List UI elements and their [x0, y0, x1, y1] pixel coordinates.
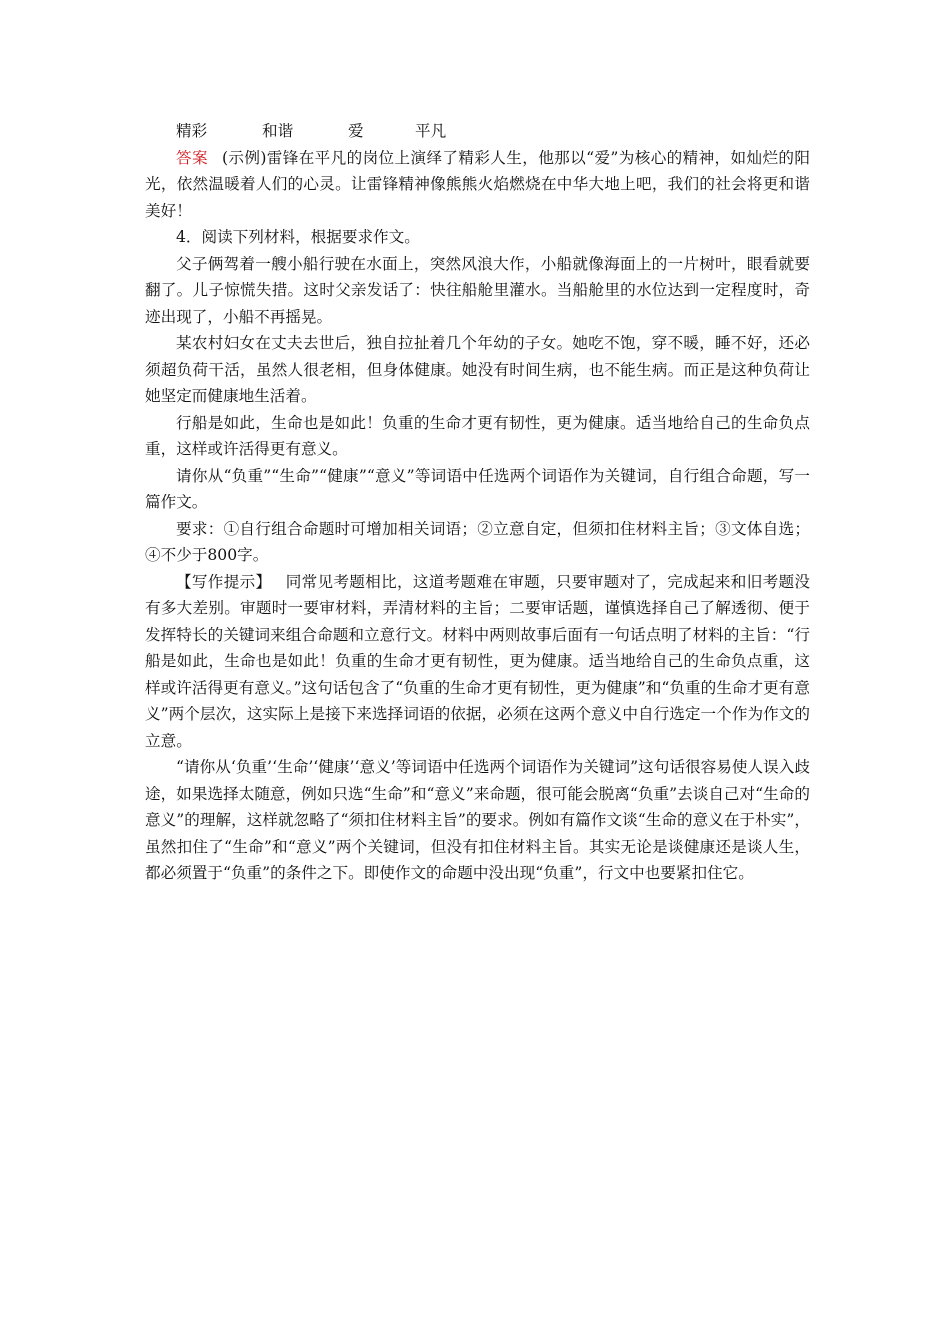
keyword: 平凡	[415, 122, 447, 140]
keyword: 爱	[348, 122, 364, 140]
document-page	[145, 118, 810, 887]
question-title: 4．阅读下列材料，根据要求作文。	[176, 228, 420, 246]
material-paragraph: 某农村妇女在丈夫去世后，独自拉扯着几个年幼的子女。她吃不饱，穿不暖，睡不好，还必须超负荷干活，虽然人很老相，但身体健康。她没有时间生病，也不能生病。而正是这种负荷让她坚定而健康地生活着。	[145, 334, 810, 405]
material-paragraph: 行船是如此，生命也是如此！负重的生命才更有韧性，更为健康。适当地给自己的生命负点重，这样或许活得更有意义。	[145, 413, 810, 458]
keyword-list	[145, 118, 810, 145]
keyword: 和谐	[262, 122, 294, 140]
writing-tip-label: 【写作提示】	[176, 572, 272, 591]
instruction-paragraph: 请你从“负重”“生命”“健康”“意义”等词语中任选两个词语作为关键词，自行组合命题，写一篇作文。	[145, 466, 810, 511]
answer-label: 答案	[176, 148, 208, 167]
answer-text: (示例)雷锋在平凡的岗位上演绎了精彩人生，他那以“爱”为核心的精神，如灿烂的阳光，依然温暖着人们的心灵。让雷锋精神像熊熊火焰燃烧在中华大地上吧，我们的社会将更和谐美好！	[145, 148, 810, 220]
answer-paragraph	[145, 145, 810, 225]
writing-tip-paragraph: “请你从‘负重’‘生命’‘健康’‘意义’等词语中任选两个词语作为关键词”这句话很容易使人误入歧途，如果选择太随意，例如只选“生命”和“意义”来命题，很可能会脱离“负重”去谈自己对“生命的意义”的理解，这样就忽略了“须扣住材料主旨”的要求。例如有篇作文谈“生命的意义在于朴实”，虽然扣住了“生命”和“意义”两个关键词，但没有扣住材料主旨。其实无论是谈健康还是谈人生，都必须置于“负重”的条件之下。即使作文的命题中没出现“负重”，行文中也要紧扣住它。	[145, 758, 810, 882]
material-paragraph: 父子俩驾着一艘小船行驶在水面上，突然风浪大作，小船就像海面上的一片树叶，眼看就要翻了。儿子惊慌失措。这时父亲发话了：快往船舱里灌水。当船舱里的水位达到一定程度时，奇迹出现了，小船不再摇晃。	[145, 254, 810, 326]
requirement-paragraph: 要求：①自行组合命题时可增加相关词语；②立意自定，但须扣住材料主旨；③文体自选；④不少于800字。	[145, 519, 810, 564]
writing-tip-paragraph	[145, 569, 810, 755]
keyword: 精彩	[176, 122, 208, 140]
writing-tip-text: 同常见考题相比，这道考题难在审题，只要审题对了，完成起来和旧考题没有多大差别。审题时一要审材料，弄清材料的主旨；二要审话题，谨慎选择自己了解透彻、便于发挥特长的关键词来组合命题和立意行文。材料中两则故事后面有一句话点明了材料的主旨：“行船是如此，生命也是如此！负重的生命才更有韧性，更为健康。适当地给自己的生命负点重，这样或许活得更有意义。”这句话包含了“负重的生命才更有韧性，更为健康”和“负重的生命才更有意义”两个层次，这实际上是接下来选择词语的依据，必须在这两个意义中自行选定一个作为作文的立意。	[145, 572, 810, 750]
